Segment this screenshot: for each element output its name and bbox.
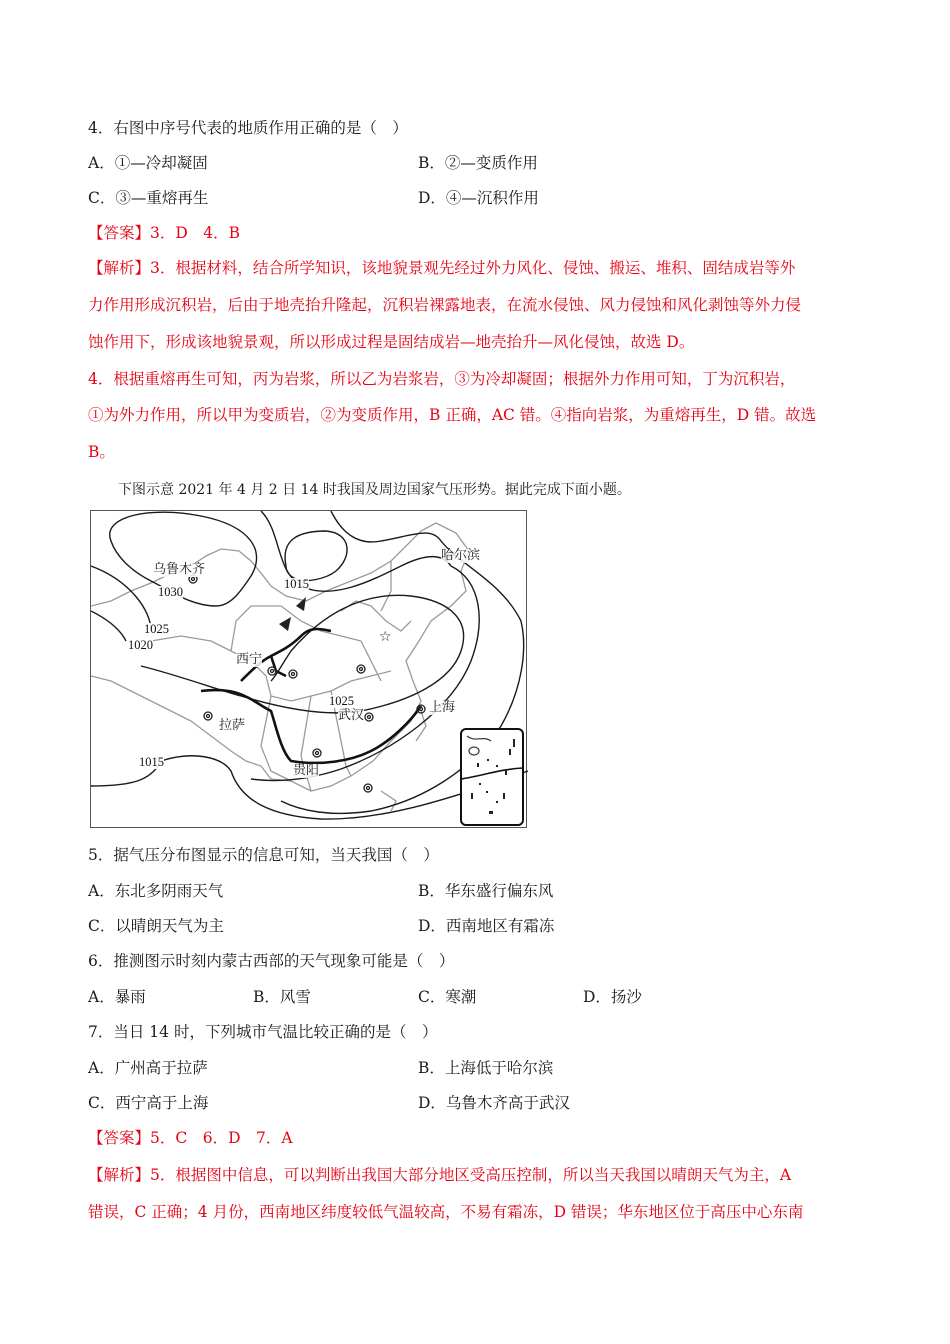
- analysis-1-line-3: 蚀作用下，形成该地貌景观，所以形成过程是固结成岩—地壳抬升—风化侵蚀，故选 D。: [88, 333, 695, 351]
- question-7-stem: 7．当日 14 时，下列城市气温比较正确的是（ ）: [88, 1023, 438, 1041]
- q5-option-b: B．华东盛行偏东风: [418, 882, 554, 900]
- map-intro-text: 下图示意 2021 年 4 月 2 日 14 时我国及周边国家气压形势。据此完成下面小题。: [118, 482, 631, 498]
- question-6-stem: 6．推测图示时刻内蒙古西部的天气现象可能是（ ）: [88, 952, 455, 970]
- isobar-label-1020: 1020: [128, 638, 153, 652]
- analysis-2-line-2: 错误，C 正确；4 月份，西南地区纬度较低气温较高，不易有霜冻，D 错误；华东地区位于高压中心东南: [88, 1203, 804, 1221]
- city-label-harbin: 哈尔滨: [441, 548, 481, 563]
- capital-star-icon: ☆: [379, 629, 392, 645]
- q4-option-d: D．④—沉积作用: [418, 189, 539, 207]
- q6-option-c: C．寒潮: [418, 988, 477, 1006]
- city-label-lhasa: 拉萨: [219, 718, 246, 733]
- q4-option-a: A．①—冷却凝固: [88, 154, 208, 172]
- q7-option-b: B．上海低于哈尔滨: [418, 1059, 554, 1077]
- city-label-xining: 西宁: [236, 652, 263, 667]
- answer-block-2: 【答案】5．C 6．D 7．A: [88, 1129, 293, 1147]
- city-label-guiyang: 贵阳: [293, 763, 320, 778]
- analysis-1-line-4: 4．根据重熔再生可知，丙为岩浆，所以乙为岩浆岩，③为冷却凝固；根据外力作用可知，丁为沉积岩，: [88, 370, 796, 388]
- q5-option-d: D．西南地区有霜冻: [418, 917, 555, 935]
- question-5-stem: 5．据气压分布图显示的信息可知，当天我国（ ）: [88, 846, 439, 864]
- analysis-1-line-5: ①为外力作用，所以甲为变质岩，②为变质作用，B 正确，AC 错。④指向岩浆，为重熔再生，D 错。故选: [88, 406, 817, 424]
- question-4-stem: 4．右图中序号代表的地质作用正确的是（ ）: [88, 119, 408, 137]
- q6-option-b: B．风雪: [253, 988, 311, 1006]
- isobar-label-1025-west: 1025: [144, 622, 169, 636]
- city-label-shanghai: 上海: [429, 700, 456, 715]
- isobar-label-1030: 1030: [158, 585, 183, 599]
- q6-option-a: A．暴雨: [88, 988, 146, 1006]
- isobar-label-1015-south: 1015: [139, 755, 164, 769]
- q7-option-d: D．乌鲁木齐高于武汉: [418, 1094, 570, 1112]
- answer-block-1: 【答案】3．D 4．B: [88, 224, 241, 242]
- analysis-2-line-1: 【解析】5．根据图中信息，可以判断出我国大部分地区受高压控制，所以当天我国以晴朗天气为主，A: [88, 1166, 792, 1184]
- pressure-map-figure: [90, 510, 527, 828]
- q5-option-c: C．以晴朗天气为主: [88, 917, 224, 935]
- q7-option-c: C．西宁高于上海: [88, 1094, 209, 1112]
- q4-option-c: C．③—重熔再生: [88, 189, 209, 207]
- analysis-1-line-1: 【解析】3．根据材料，结合所学知识，该地貌景观先经过外力风化、侵蚀、搬运、堆积、固结成岩等外: [88, 259, 796, 277]
- q5-option-a: A．东北多阴雨天气: [88, 882, 224, 900]
- analysis-1-line-6: B。: [88, 443, 115, 461]
- city-label-wuhan: 武汉: [338, 708, 365, 723]
- q7-option-a: A．广州高于拉萨: [88, 1059, 208, 1077]
- city-label-urumqi: 乌鲁木齐: [153, 562, 206, 577]
- isobar-label-1025-center: 1025: [329, 694, 354, 708]
- q4-option-b: B．②—变质作用: [418, 154, 538, 172]
- analysis-1-line-2: 力作用形成沉积岩，后由于地壳抬升隆起，沉积岩裸露地表，在流水侵蚀、风力侵蚀和风化剥蚀等外力侵: [88, 296, 802, 314]
- isobar-label-1015-north: 1015: [284, 577, 309, 591]
- q6-option-d: D．扬沙: [583, 988, 642, 1006]
